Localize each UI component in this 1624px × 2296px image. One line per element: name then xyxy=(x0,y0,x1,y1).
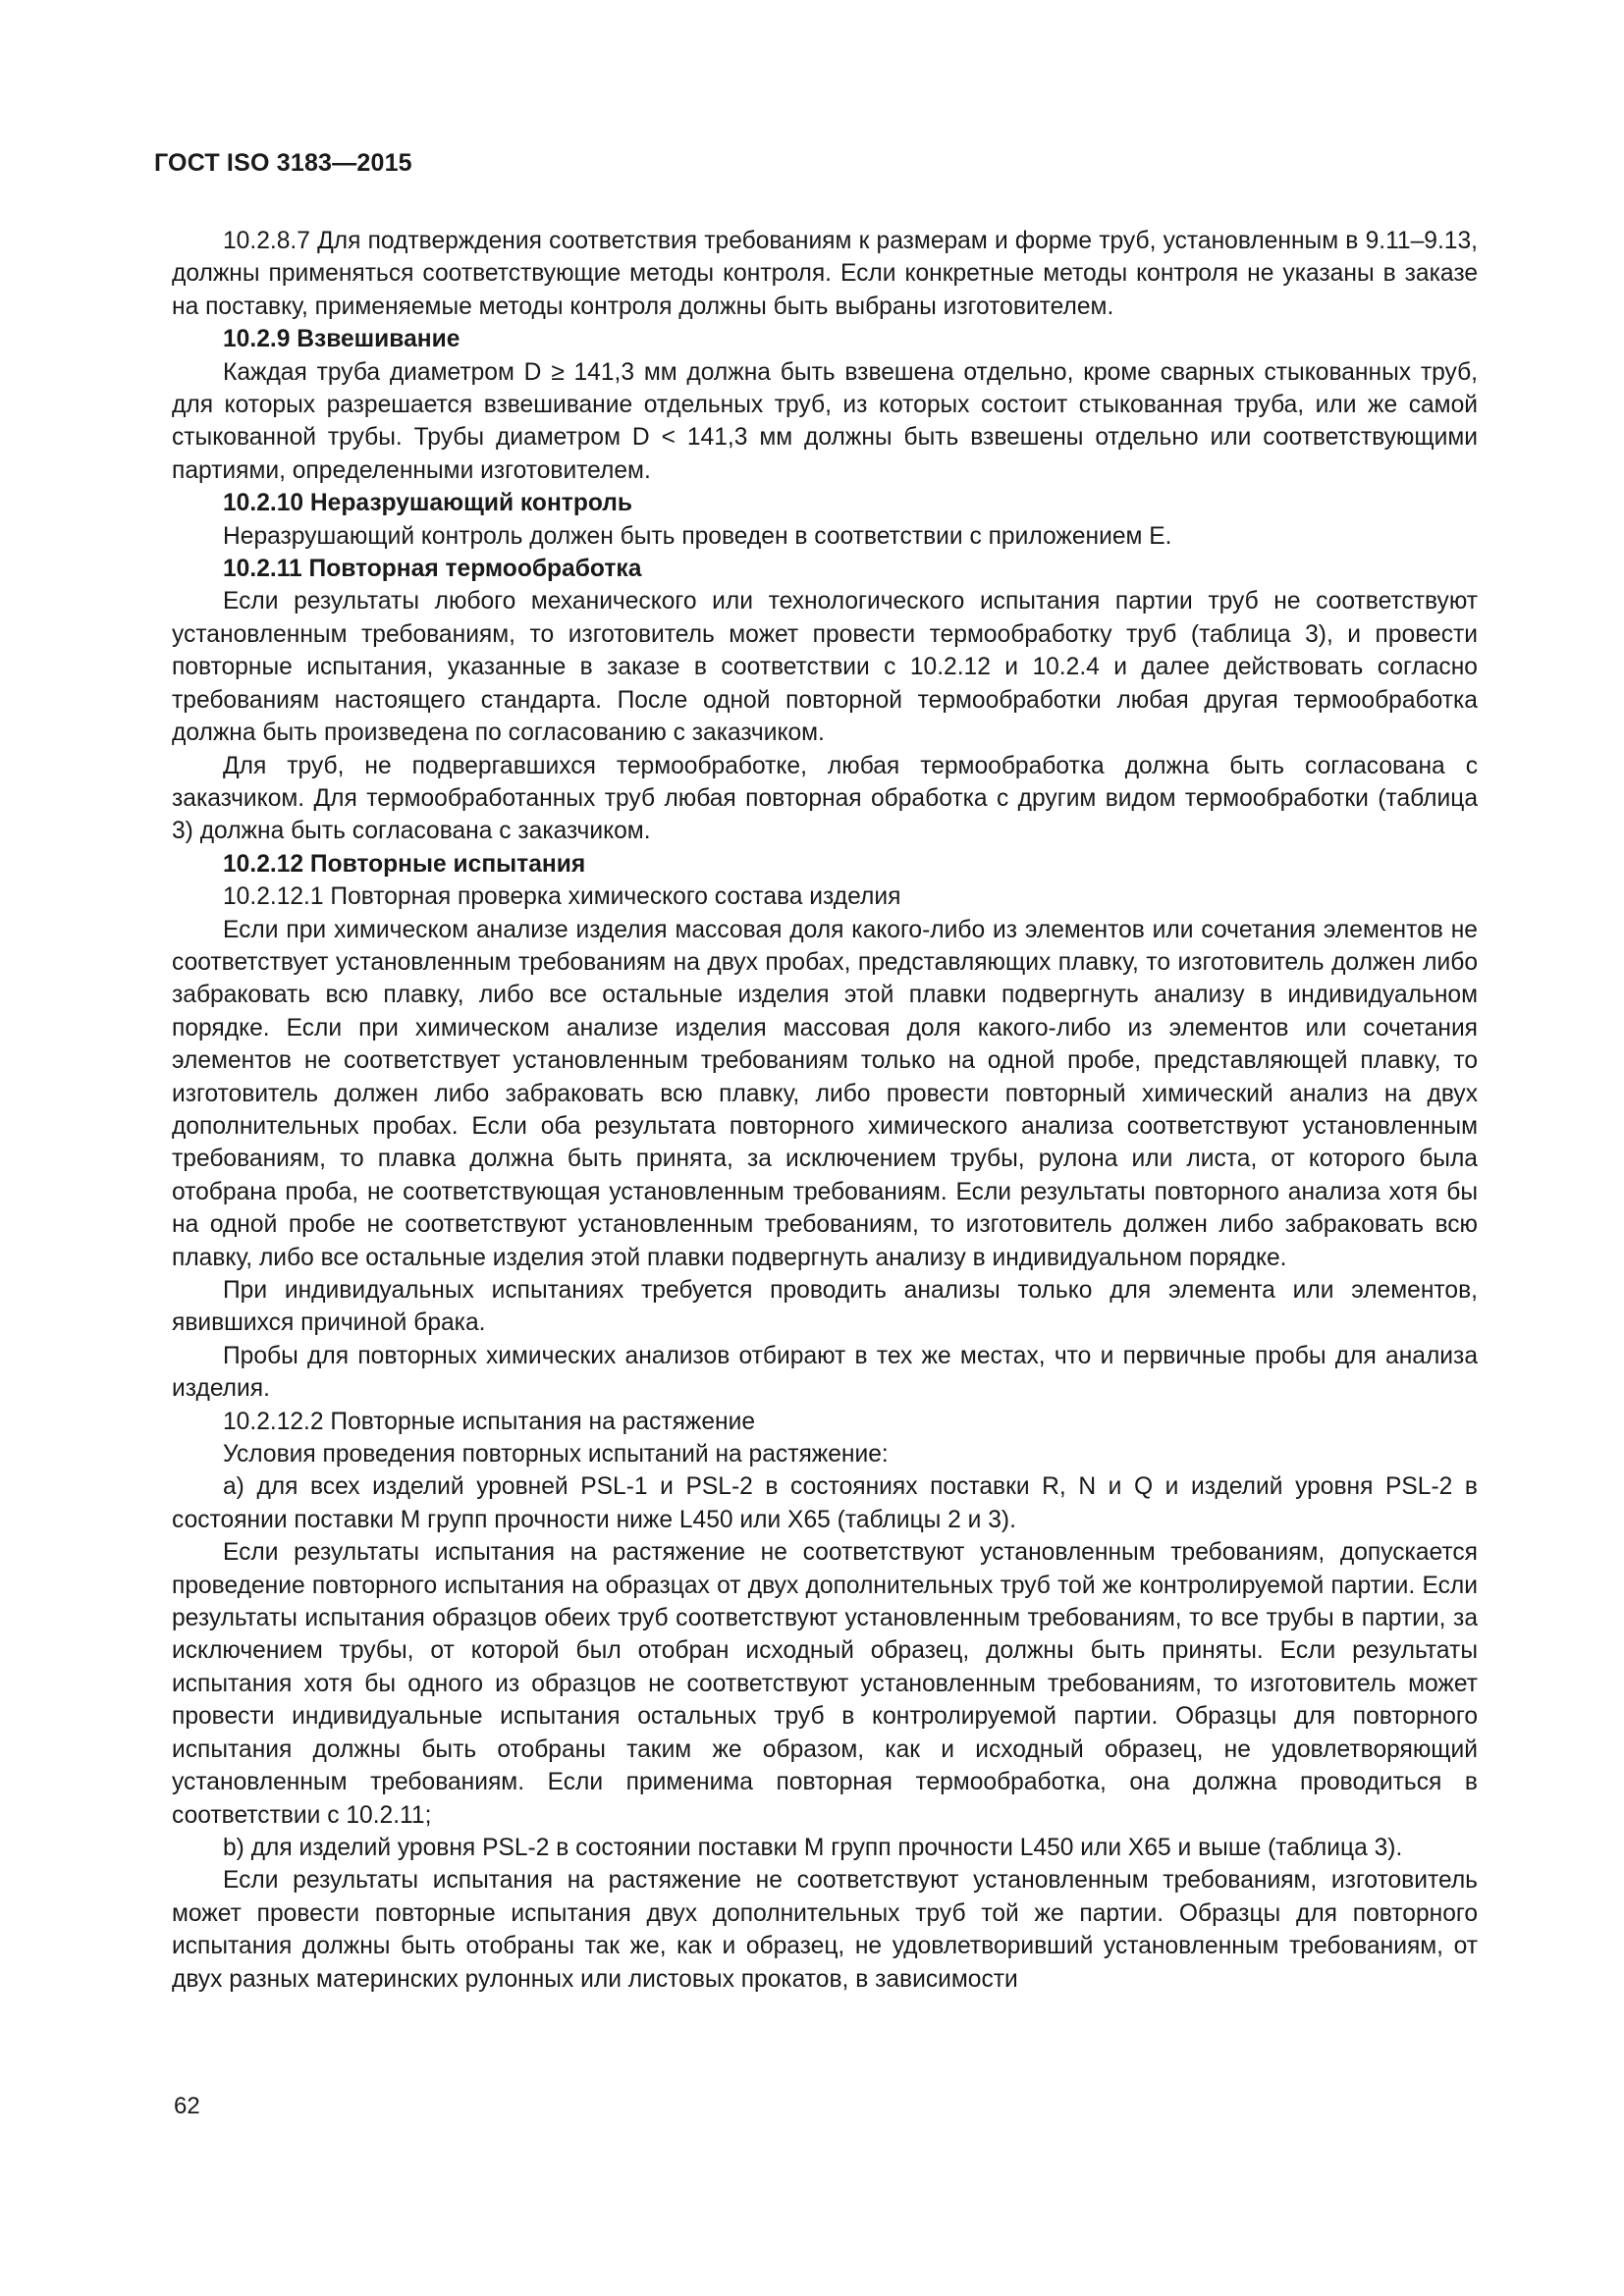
paragraph: Для труб, не подвергавшихся термообработке, любая термообработка должна быть согласована с заказчиком. Для термообработанных труб любая повторная обработка с другим видом термообработки (таблица 3) должна быть согласована с заказчиком. xyxy=(172,752,1478,845)
list-item: a) для всех изделий уровней PSL-1 и PSL-2 в состояниях поставки R, N и Q и изделий уровня PSL-2 в состоянии поставки M групп прочности ниже L450 или X65 (таблицы 2 и 3). xyxy=(172,1473,1478,1533)
paragraph: Если результаты любого механического или технологического испытания партии труб не соответствуют установленным требованиям, то изготовитель может провести термообработку труб (таблица 3), и провести повторные испытания, указанные в заказе в соответствии с 10.2.12 и 10.2.4 и далее действовать согласно требованиям настоящего стандарта. После одной повторной термообработки любая другая термообработка должна быть произведена по согласованию с заказчиком. xyxy=(172,588,1478,747)
section-heading: 10.2.11 Повторная термообработка xyxy=(223,556,642,583)
section-heading: 10.2.9 Взвешивание xyxy=(223,326,460,353)
paragraph: Пробы для повторных химических анализов отбирают в тех же местах, что и первичные пробы для анализа изделия. xyxy=(172,1342,1478,1403)
subsection-title: 10.2.12.1 Повторная проверка химического состава изделия xyxy=(223,883,901,911)
document-body xyxy=(172,225,1478,1996)
section-heading: 10.2.10 Неразрушающий контроль xyxy=(223,490,633,517)
paragraph: Каждая труба диаметром D ≥ 141,3 мм должна быть взвешена отдельно, кроме сварных стыкованных труб, для которых разрешается взвешивание отдельных труб, из которых состоит стыкованная труба, или же самой стыкованной трубы. Трубы диаметром D < 141,3 мм должны быть взвешены отдельно или соответствующими партиями, определенными изготовителем. xyxy=(172,358,1478,484)
paragraph: Если результаты испытания на растяжение не соответствуют установленным требованиям, допускается проведение повторного испытания на образцах от двух дополнительных труб той же контролируемой партии. Если результаты испытания образцов обеих труб соответствуют установленным требованиям, то все трубы в партии, за исключением трубы, от которой был отобран исходный образец, должны быть приняты. Если результаты испытания хотя бы одного из образцов не соответствуют установленным требованиям, то изготовитель может провести индивидуальные испытания остальных труб в контролируемой партии. Образцы для повторного испытания должны быть отобраны таким же образом, как и исходный образец, не удовлетворяющий установленным требованиям. Если применима повторная термообработка, она должна проводиться в соответствии с 10.2.11; xyxy=(172,1539,1478,1829)
list-item: b) для изделий уровня PSL-2 в состоянии поставки M групп прочности L450 или X65 и выше (таблица 3). xyxy=(223,1834,1403,1861)
page-number: 62 xyxy=(174,2093,200,2119)
paragraph: При индивидуальных испытаниях требуется проводить анализы только для элемента или элементов, явившихся причиной брака. xyxy=(172,1277,1478,1337)
paragraph: Неразрушающий контроль должен быть проведен в соответствии с приложением E. xyxy=(223,522,1172,550)
paragraph: Если при химическом анализе изделия массовая доля какого-либо из элементов или сочетания элементов не соответствует установленным требованиям на двух пробах, представляющих плавку, то изготовитель должен либо забраковать всю плавку, либо все остальные изделия этой плавки подвергнуть анализу в индивидуальном порядке. Если при химическом анализе изделия массовая доля какого-либо из элементов или сочетания элементов не соответствует установленным требованиям только на одной пробе, представляющей плавку, то изготовитель должен либо забраковать всю плавку, либо провести повторный химический анализ на двух дополнительных пробах. Если оба результата повторного химического анализа соответствуют установленным требованиям, то плавка должна быть принята, за исключением трубы, рулона или листа, от которого была отобрана проба, не соответствующая установленным требованиям. Если результаты повторного анализа хотя бы на одной пробе не соответствуют установленным требованиям, то изготовитель должен либо забраковать всю плавку, либо все остальные изделия этой плавки подвергнуть анализу в индивидуальном порядке. xyxy=(172,916,1478,1271)
document-header: ГОСТ ISO 3183—2015 xyxy=(154,149,412,177)
paragraph: Условия проведения повторных испытаний на растяжение: xyxy=(223,1441,889,1468)
section-heading: 10.2.12 Повторные испытания xyxy=(223,850,586,878)
paragraph: 10.2.8.7 Для подтверждения соответствия требованиям к размерам и форме труб, установленным в 9.11–9.13, должны применяться соответствующие методы контроля. Если конкретные методы контроля не указаны в заказе на поставку, применяемые методы контроля должны быть выбраны изготовителем. xyxy=(172,228,1478,320)
subsection-title: 10.2.12.2 Повторные испытания на растяжение xyxy=(223,1408,756,1435)
paragraph: Если результаты испытания на растяжение не соответствуют установленным требованиям, изготовитель может провести повторные испытания двух дополнительных труб той же партии. Образцы для повторного испытания должны быть отобраны так же, как и образец, не удовлетворивший установленным требованиям, от двух разных материнских рулонных или листовых прокатов, в зависимости xyxy=(172,1867,1478,1993)
